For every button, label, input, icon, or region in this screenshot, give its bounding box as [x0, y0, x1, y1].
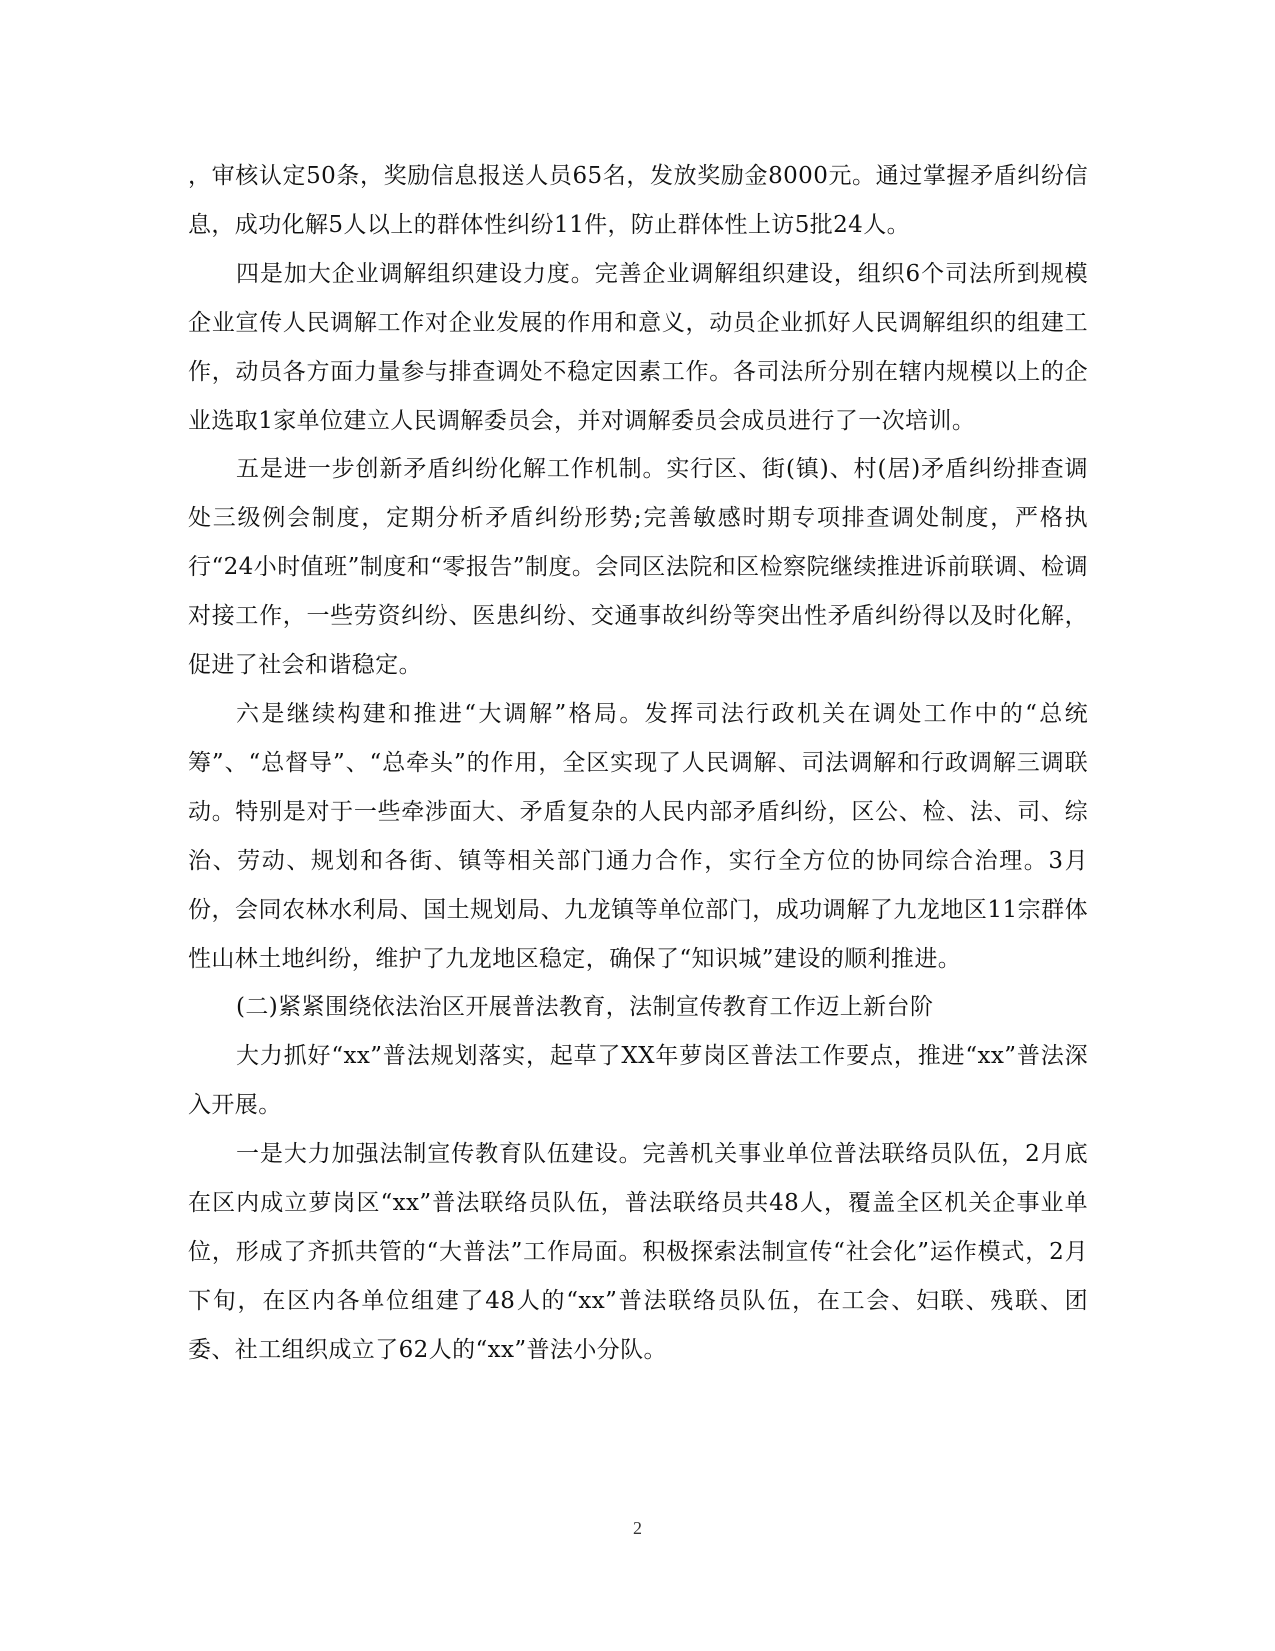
paragraph: 大力抓好“xx”普法规划落实，起草了XX年萝岗区普法工作要点，推进“xx”普法深入开展。 [188, 1043, 1088, 1119]
paragraph: 六是继续构建和推进“大调解”格局。发挥司法行政机关在调处工作中的“总统筹”、“总督导”、“总牵头”的作用，全区实现了人民调解、司法调解和行政调解三调联动。特别是对于一些牵涉面大、矛盾复杂的人民内部矛盾纠纷，区公、检、法、司、综治、劳动、规划和各街、镇等相关部门通力合作，实行全方位的协同综合治理。3月份，会同农林水利局、国土规划局、九龙镇等单位部门，成功调解了九龙地区11宗群体性山林土地纠纷，维护了九龙地区稳定，确保了“知识城”建设的顺利推进。 [188, 700, 1088, 972]
page-number: 2 [633, 1518, 642, 1538]
paragraph: 四是加大企业调解组织建设力度。完善企业调解组织建设，组织6个司法所到规模企业宣传人民调解工作对企业发展的作用和意义，动员企业抓好人民调解组织的组建工作，动员各方面力量参与排查调处不稳定因素工作。各司法所分别在辖内规模以上的企业选取1家单位建立人民调解委员会，并对调解委员会成员进行了一次培训。 [188, 260, 1088, 434]
section-heading: (二)紧紧围绕依法治区开展普法教育，法制宣传教育工作迈上新台阶 [236, 994, 934, 1021]
document-body [188, 152, 1088, 1375]
paragraph: ，审核认定50条，奖励信息报送人员65名，发放奖励金8000元。通过掌握矛盾纠纷信息，成功化解5人以上的群体性纠纷11件，防止群体性上访5批24人。 [188, 163, 1088, 238]
paragraph: 五是进一步创新矛盾纠纷化解工作机制。实行区、街(镇)、村(居)矛盾纠纷排查调处三级例会制度，定期分析矛盾纠纷形势;完善敏感时期专项排查调处制度，严格执行“24小时值班”制度和“零报告”制度。会同区法院和区检察院继续推进诉前联调、检调对接工作，一些劳资纠纷、医患纠纷、交通事故纠纷等突出性矛盾纠纷得以及时化解，促进了社会和谐稳定。 [188, 456, 1088, 679]
paragraph: 一是大力加强法制宣传教育队伍建设。完善机关事业单位普法联络员队伍，2月底在区内成立萝岗区“xx”普法联络员队伍，普法联络员共48人，覆盖全区机关企事业单位，形成了齐抓共管的“大普法”工作局面。积极探索法制宣传“社会化”运作模式，2月下旬，在区内各单位组建了48人的“xx”普法联络员队伍，在工会、妇联、残联、团委、社工组织成立了62人的“xx”普法小分队。 [188, 1141, 1088, 1363]
